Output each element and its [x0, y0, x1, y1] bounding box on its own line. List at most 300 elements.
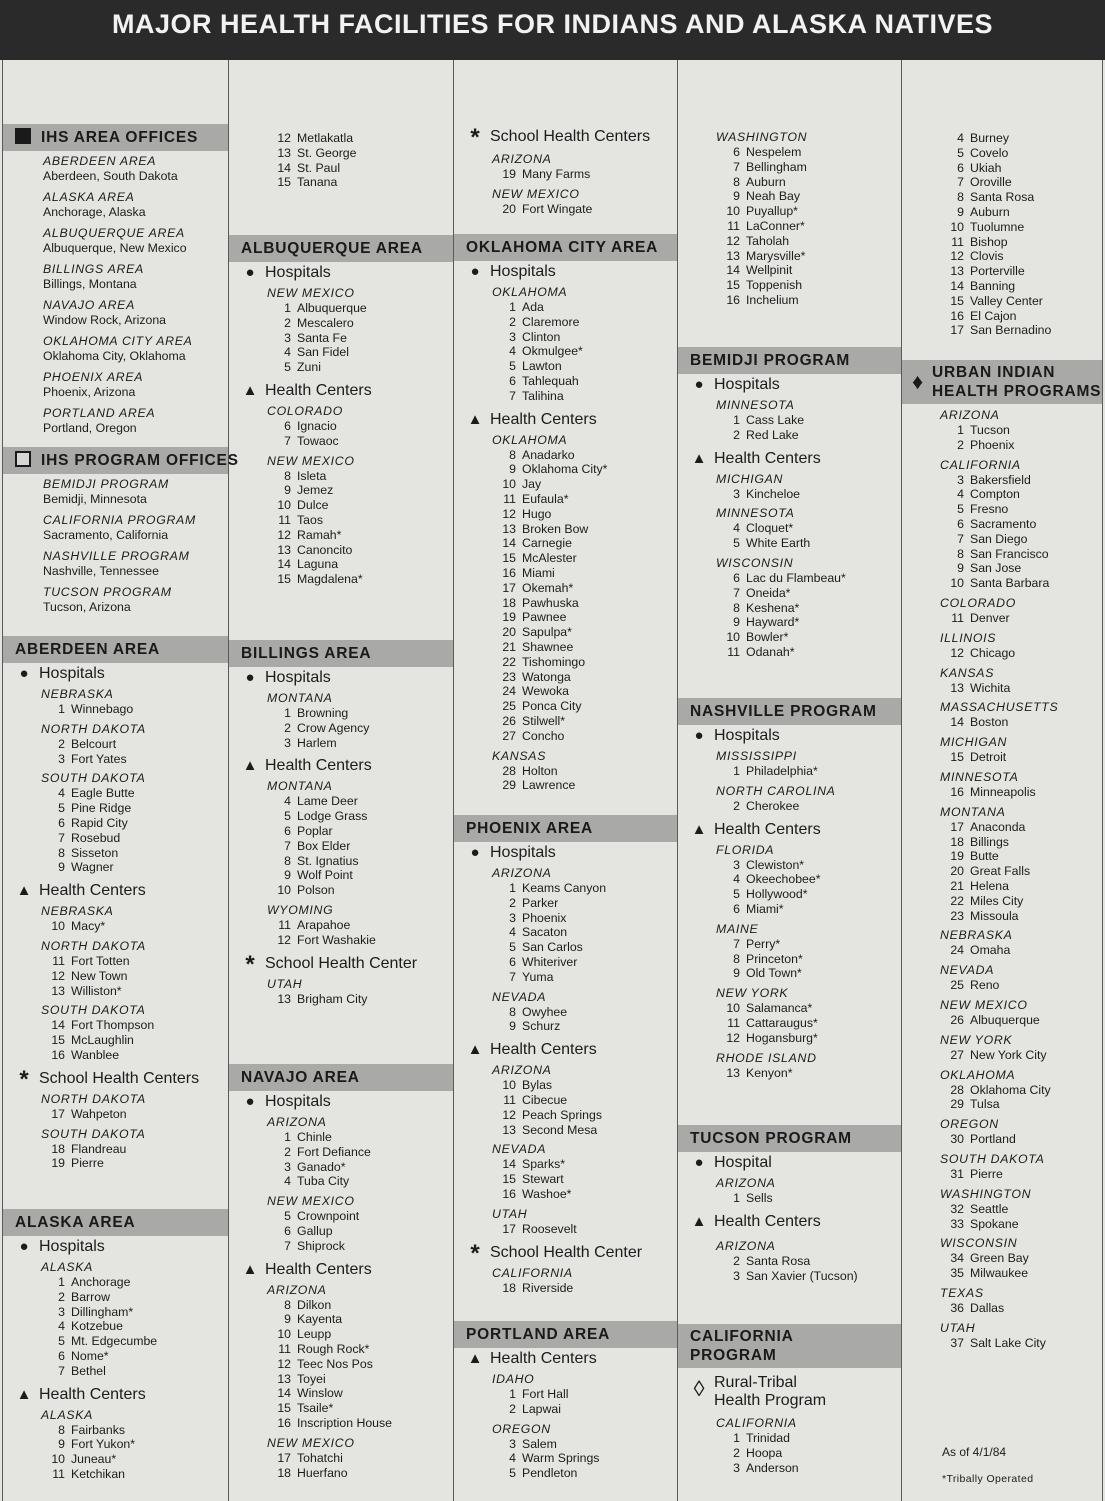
facility-item: 4 Lame Deer [284, 794, 358, 809]
ihs-area-offices [3, 124, 228, 436]
facility-item: 18 Pawhuska [502, 595, 579, 610]
facility-item: 14 Laguna [277, 557, 339, 572]
facility-item: 29 Lawrence [502, 778, 576, 793]
facility-list [678, 1066, 901, 1081]
facility-item: 2 Lapwai [509, 1401, 561, 1416]
facility-item: 29 Tulsa [950, 1097, 1000, 1112]
rural-tribal-subheading: ◊ Rural-Tribal Health Program [678, 1374, 901, 1410]
facility-item: 8 Princeton* [733, 951, 803, 966]
state-label: MISSISSIPPI [716, 749, 797, 763]
facility-list [229, 1209, 453, 1253]
facility-item: 4 Cloquet* [733, 521, 794, 536]
urban-indian-health-programs [902, 360, 1102, 1350]
facility-item: 6 Miami* [733, 901, 784, 916]
facility-item: 15 Stewart [502, 1172, 564, 1187]
facility-item: 16 Minneapolis [950, 784, 1036, 799]
school-health-centers-subheading: * School Health Centers [454, 126, 677, 148]
facility-item: 9 Jemez [284, 483, 334, 498]
facility-item: 18 Billings [950, 834, 1009, 849]
facility-list [678, 1001, 901, 1045]
facility-list [229, 1298, 453, 1431]
facility-item: 11 Rough Rock* [278, 1341, 370, 1356]
facility-item: 3 Ganado* [284, 1159, 346, 1174]
facility-item: 10 Polson [277, 883, 335, 898]
facility-item: 13 Wichita [950, 680, 1011, 695]
facility-item: 1 Sells [733, 1191, 773, 1205]
facility-item: 1 Chinle [284, 1130, 332, 1144]
state-label: WASHINGTON [940, 1186, 1032, 1201]
facility-item: 6 Nome* [58, 1348, 109, 1363]
facility-item: 9 Neah Bay [733, 189, 801, 204]
state-label: NEVADA [940, 963, 995, 978]
rural-diamond-icon: ◊ [693, 1376, 705, 1401]
california-program-continued [902, 131, 1102, 338]
state-label: ARIZONA [492, 1063, 552, 1078]
facility-item: 19 Many Farms [502, 167, 591, 181]
program-name: NASHVILLE PROGRAM [43, 549, 190, 563]
facility-list [454, 448, 677, 744]
facility-item: 6 Whiteriver [509, 954, 578, 969]
state-label: OREGON [940, 1117, 999, 1132]
facility-item: 21 Shawnee [502, 639, 574, 654]
facility-item: 5 Zuni [284, 360, 321, 375]
facility-item: 7 Rosebud [58, 830, 121, 845]
facility-item: 11 Cattaraugus* [727, 1015, 818, 1030]
state-label: IDAHO [492, 1372, 535, 1386]
state-label: MAINE [716, 921, 759, 936]
facility-item: 8 Auburn [733, 174, 786, 189]
program-location: Nashville, Tennessee [43, 564, 159, 578]
facility-list [454, 202, 677, 217]
facility-item: 17 Wahpeton [51, 1106, 127, 1121]
facility-list [454, 1437, 677, 1481]
state-label: NORTH DAKOTA [41, 1091, 146, 1106]
facility-item: 7 Talihina [509, 388, 564, 403]
facility-item: 1 Fort Hall [509, 1387, 569, 1401]
state-label: CALIFORNIA [492, 1265, 573, 1280]
facility-item: 11 LaConner* [727, 218, 805, 233]
section-header: ♦ URBAN INDIAN HEALTH PROGRAMS [902, 360, 1102, 404]
section-header: PHOENIX AREA [454, 815, 677, 842]
column-1 [2, 60, 239, 1501]
facility-list [678, 413, 901, 443]
state-label: NEW MEXICO [492, 186, 580, 201]
facility-item: 14 Winslow [277, 1386, 343, 1401]
facility-item: 24 Omaha [950, 943, 1011, 958]
facility-item: 2 Claremore [509, 314, 580, 329]
facility-item: 31 Pierre [950, 1166, 1003, 1181]
facility-item: 2 Belcourt [58, 736, 117, 751]
facility-item: 11 Bishop [951, 234, 1008, 249]
facility-item: 9 Oklahoma City* [509, 462, 608, 477]
hospitals-subheading: ● Hospitals [3, 1236, 228, 1258]
section-header: TUCSON PROGRAM [678, 1125, 901, 1152]
hospital-circle-icon: ● [245, 264, 255, 281]
health-center-triangle-icon: ▲ [467, 410, 483, 428]
section-header: PORTLAND AREA [454, 1321, 677, 1348]
facility-item: 4 Compton [957, 487, 1020, 502]
page-title: MAJOR HEALTH FACILITIES FOR INDIANS AND ALASKA NATIVES [0, 0, 1105, 60]
facility-item: 10 Bowler* [726, 630, 789, 645]
facility-item: 17 Okemah* [502, 580, 574, 595]
facility-item: 10 Jay [502, 477, 542, 492]
school-health-center-subheading: * School Health Center [454, 1242, 677, 1264]
facility-item: 10 Puyallup* [726, 204, 798, 219]
facility-item: 16 El Cajon [950, 308, 1017, 323]
facility-item: 5 Covelo [957, 145, 1009, 160]
state-label: MINNESOTA [716, 506, 795, 521]
facility-item: 8 Fairbanks [58, 1422, 125, 1437]
facility-item: 20 Fort Wingate [502, 201, 593, 216]
hospital-circle-icon: ● [245, 669, 255, 686]
facility-item: 14 Wellpinit [726, 263, 793, 278]
state-label: NEW MEXICO [267, 1435, 355, 1450]
facility-item: 10 Salamanca* [726, 1001, 813, 1016]
state-label: ARIZONA [716, 1238, 776, 1253]
health-center-triangle-icon: ▲ [467, 1350, 483, 1367]
section-header: ALBUQUERQUE AREA [229, 235, 453, 262]
facility-item: 10 Macy* [51, 919, 106, 934]
facility-item: 20 Great Falls [950, 864, 1031, 879]
health-centers-subheading: ▲ Health Centers [229, 755, 453, 777]
facility-item: 27 Concho [502, 728, 565, 743]
facility-item: 9 Schurz [509, 1019, 561, 1034]
program-location: Tucson, Arizona [43, 600, 131, 614]
facility-item: 1 Albuquerque [284, 301, 367, 315]
facility-item: 16 Inscription House [277, 1415, 393, 1430]
facility-item: 3 Clinton [509, 329, 561, 344]
facility-item: 3 San Xavier (Tucson) [733, 1268, 858, 1283]
california-program [678, 1324, 901, 1475]
facility-item: 8 St. Ignatius [284, 853, 359, 868]
facility-item: 3 Fort Yates [58, 751, 127, 766]
facility-list [454, 1222, 677, 1237]
hospital-circle-icon: ● [19, 665, 29, 682]
facility-item: 32 Seattle [950, 1201, 1009, 1216]
facility-item: 34 Green Bay [950, 1251, 1029, 1266]
facility-item: 12 Taholah [726, 233, 790, 248]
hospital-circle-icon: ● [694, 376, 704, 393]
facility-list [454, 1078, 677, 1137]
facility-item: 10 Santa Barbara [950, 576, 1050, 591]
school-asterisk-icon: * [470, 1239, 480, 1267]
area-location: Window Rock, Arizona [43, 313, 167, 327]
facility-list [454, 1281, 677, 1296]
state-label: CALIFORNIA [716, 1416, 797, 1430]
hospitals-subheading: ● Hospitals [229, 262, 453, 284]
section-header: BEMIDJI PROGRAM [678, 347, 901, 374]
state-label: ARIZONA [492, 152, 552, 166]
urban-program-list [902, 408, 1102, 1350]
facility-item: 4 Tuba City [284, 1174, 350, 1189]
state-label: ARIZONA [267, 1115, 327, 1129]
filled-square-icon [15, 128, 31, 144]
school-health-center-subheading: * School Health Center [229, 953, 453, 975]
facility-item: 2 Phoenix [957, 437, 1015, 452]
facility-item: 1 Ada [509, 300, 544, 314]
state-label: NEVADA [492, 989, 547, 1004]
health-centers-subheading: ▲ Health Centers [678, 1211, 901, 1233]
hospital-circle-icon: ● [470, 844, 480, 861]
area-location: Albuquerque, New Mexico [43, 241, 187, 255]
phoenix-area [454, 815, 677, 1295]
facility-item: 5 Lodge Grass [284, 809, 368, 824]
navajo-area [229, 1064, 453, 1480]
facility-item: 15 Detroit [950, 750, 1007, 765]
state-label: OREGON [492, 1421, 551, 1436]
portland-area-continued [678, 128, 901, 308]
facility-list [229, 794, 453, 898]
facility-item: 15 Toppenish [726, 278, 803, 293]
footnote: *Tribally Operated [942, 1473, 1034, 1485]
facility-item: 2 Mescalero [284, 315, 354, 330]
area-name: ALBUQUERQUE AREA [43, 226, 185, 240]
facility-list [229, 419, 453, 449]
state-label: NEW YORK [716, 986, 789, 1001]
facility-item: 2 Crow Agency [284, 720, 370, 735]
facility-item: 6 Lac du Flambeau* [733, 570, 846, 585]
state-label: KANSAS [492, 748, 547, 763]
health-centers-subheading: ▲ Health Centers [3, 880, 228, 902]
facility-item: 3 Salem [509, 1436, 557, 1451]
facility-item: 1 Keams Canyon [509, 881, 607, 895]
facility-item: 28 Oklahoma City [950, 1082, 1051, 1097]
facility-item: 2 Barrow [58, 1289, 110, 1304]
health-center-triangle-icon: ▲ [467, 1041, 483, 1059]
state-label: MINNESOTA [940, 769, 1019, 784]
state-label: SOUTH DAKOTA [41, 1126, 146, 1141]
facility-item: 3 Clewiston* [733, 857, 805, 872]
area-name: ABERDEEN AREA [43, 154, 157, 168]
state-label: MICHIGAN [940, 735, 1008, 750]
state-label: NEVADA [492, 1142, 547, 1157]
facility-item: 10 Juneau* [51, 1452, 117, 1467]
facility-item: 36 Dallas [950, 1300, 1005, 1315]
facility-item: 8 Keshena* [733, 600, 800, 615]
facility-item: 7 Towaoc [284, 433, 339, 448]
hospitals-subheading: ● Hospitals [229, 1091, 453, 1113]
facility-item: 13 Marysville* [726, 248, 806, 263]
facility-item: 19 Pawnee [502, 610, 567, 625]
facility-item: 6 Sacramento [957, 516, 1037, 531]
facility-item: 4 Eagle Butte [58, 786, 135, 801]
facility-item: 1 Winnebago [58, 702, 134, 716]
area-name: NAVAJO AREA [43, 298, 135, 312]
state-label: NEBRASKA [940, 928, 1013, 943]
facility-item: 3 Kincheloe [733, 486, 801, 501]
state-label: NEBRASKA [41, 904, 114, 919]
facility-item: 3 Anderson [733, 1460, 799, 1475]
facility-item: 5 Hollywood* [733, 887, 808, 902]
hospitals-subheading: ● Hospitals [454, 842, 677, 864]
facility-item: 4 Sacaton [509, 925, 568, 940]
facility-item: 9 Wolf Point [284, 868, 353, 883]
facility-item: 4 Okmulgee* [509, 344, 583, 359]
facility-item: 5 Pendleton [509, 1466, 578, 1481]
facility-item: 33 Spokane [950, 1216, 1019, 1231]
state-label: NEW YORK [940, 1032, 1013, 1047]
section-header: NAVAJO AREA [229, 1064, 453, 1091]
facility-item: 25 Reno [950, 978, 1000, 993]
facility-item: 16 Wanblee [51, 1047, 120, 1062]
facility-item: 15 Magdalena* [277, 572, 363, 587]
billings-area [229, 640, 453, 1006]
facility-item: 21 Helena [950, 878, 1009, 893]
school-health-centers-subheading: * School Health Centers [3, 1068, 228, 1090]
alaska-area-continued [229, 131, 453, 190]
facility-item: 2 Hoopa [733, 1445, 783, 1460]
school-health-centers [454, 126, 677, 217]
facility-item: 10 Bylas [502, 1078, 553, 1093]
facility-item: 12 Hugo [502, 506, 552, 521]
hospital-circle-icon: ● [694, 1154, 704, 1171]
program-name: BEMIDJI PROGRAM [43, 477, 169, 491]
facility-item: 12 New Town [51, 968, 128, 983]
hospital-circle-icon: ● [245, 1093, 255, 1110]
albuquerque-area [229, 235, 453, 587]
facility-item: 14 Fort Thompson [51, 1018, 155, 1033]
facility-item: 5 Fresno [957, 502, 1009, 517]
facility-item: 13 Canoncito [277, 542, 353, 557]
facility-list [229, 992, 453, 1007]
alaska-area [3, 1209, 228, 1482]
facility-item: 9 San Jose [957, 561, 1022, 576]
facility-list [229, 1130, 453, 1189]
program-name: TUCSON PROGRAM [43, 585, 172, 599]
facility-item: 30 Portland [950, 1132, 1016, 1147]
facility-item: 4 Kotzebue [58, 1319, 123, 1334]
facility-item: 15 McLaughlin [51, 1033, 134, 1048]
facility-item: 17 Tohatchi [277, 1450, 343, 1465]
facility-item: 15 McAlester [502, 551, 577, 566]
facility-item: 5 Pine Ridge [58, 801, 132, 816]
facility-item: 4 Burney [957, 131, 1009, 145]
facility-item: 26 Albuquerque [950, 1012, 1040, 1027]
facility-item: 11 Fort Totten [52, 953, 130, 968]
facility-item: 12 Hogansburg* [726, 1030, 818, 1045]
facility-list [678, 1431, 901, 1475]
health-center-triangle-icon: ▲ [16, 1385, 32, 1403]
facility-item: 17 Roosevelt [502, 1221, 577, 1236]
facility-item: 9 Old Town* [733, 966, 802, 981]
facility-item: 7 Perry* [733, 936, 781, 951]
facility-item: 9 Hayward* [733, 615, 800, 630]
facility-item: 18 Riverside [502, 1280, 574, 1295]
state-label: FLORIDA [716, 842, 775, 857]
facility-list [678, 1191, 901, 1206]
area-location: Aberdeen, South Dakota [43, 169, 178, 183]
hospitals-subheading: ● Hospitals [678, 374, 901, 396]
state-label: ALASKA [41, 1407, 94, 1422]
facility-list [454, 1387, 677, 1417]
facility-item: 8 Owyhee [509, 1004, 568, 1019]
area-name: OKLAHOMA CITY AREA [43, 334, 193, 348]
state-label: COLORADO [940, 595, 1016, 610]
facility-item: 5 San Carlos [509, 940, 583, 955]
health-center-triangle-icon: ▲ [242, 757, 258, 775]
state-label: SOUTH DAKOTA [41, 1003, 146, 1018]
state-label: WYOMING [267, 902, 334, 917]
state-label: ILLINOIS [940, 630, 997, 645]
facility-item: 12 Teec Nos Pos [277, 1356, 373, 1371]
state-label: MONTANA [940, 804, 1006, 819]
facility-item: 11 Cibecue [503, 1092, 568, 1107]
facility-list [678, 937, 901, 981]
facility-item: 12 Clovis [950, 249, 1004, 264]
area-location: Anchorage, Alaska [43, 205, 146, 219]
facility-item: 10 Dulce [277, 498, 329, 513]
facility-item: 26 Stilwell* [502, 713, 566, 728]
section-header: OKLAHOMA CITY AREA [454, 234, 677, 261]
facility-item: 9 Auburn [957, 204, 1010, 219]
facility-item: 6 Tahlequah [509, 373, 579, 388]
facility-item: 9 Wagner [58, 860, 114, 875]
facility-item: 5 Crownpoint [284, 1209, 360, 1224]
section-header: ABERDEEN AREA [3, 636, 228, 663]
facility-item: 13 Toyei [277, 1371, 326, 1386]
facility-list [454, 300, 677, 404]
state-label: TEXAS [940, 1285, 984, 1300]
facility-item: 27 New York City [950, 1047, 1047, 1062]
health-centers-subheading: ▲ Health Centers [229, 380, 453, 402]
program-location: Sacramento, California [43, 528, 169, 542]
facility-item: 8 Sisseton [58, 845, 119, 860]
facility-item: 17 San Bernadino [950, 323, 1052, 338]
facility-list [229, 301, 453, 375]
area-name: ALASKA AREA [43, 190, 135, 204]
facility-item: 14 Banning [950, 278, 1016, 293]
hospital-subheading: ● Hospital [678, 1152, 901, 1174]
facility-list [454, 764, 677, 794]
section-header: ALASKA AREA [3, 1209, 228, 1236]
area-name: BILLINGS AREA [43, 262, 144, 276]
facility-item: 15 Tsaile* [277, 1401, 334, 1416]
facility-item: 12 Peach Springs [502, 1107, 602, 1122]
facility-list [678, 571, 901, 660]
facility-item: 1 Browning [284, 706, 349, 720]
column-3 [454, 60, 678, 1501]
facility-item: 9 Fort Yukon* [58, 1437, 136, 1452]
state-label: MONTANA [267, 779, 333, 794]
facility-item: 6 Rapid City [58, 815, 128, 830]
facility-item: 22 Miles City [950, 893, 1024, 908]
facility-list [678, 764, 901, 779]
state-label: ALASKA [41, 1260, 94, 1274]
state-label: NORTH DAKOTA [41, 721, 146, 736]
facility-item: 2 Fort Defiance [284, 1144, 371, 1159]
facility-item: 24 Wewoka [502, 684, 569, 699]
column-4 [678, 60, 902, 1501]
state-label: RHODE ISLAND [716, 1050, 817, 1065]
section-header: IHS AREA OFFICES [3, 124, 228, 151]
facility-item: 9 Kayenta [284, 1312, 343, 1327]
facility-item: 13 Second Mesa [502, 1122, 598, 1137]
oklahoma-city-area [454, 234, 677, 793]
facility-item: 4 Warm Springs [509, 1451, 600, 1466]
health-centers-subheading: ▲ Health Centers [3, 1384, 228, 1406]
aberdeen-area [3, 636, 228, 1171]
health-centers-subheading: ▲ Health Centers [454, 1348, 677, 1370]
facility-item: 3 Harlem [284, 735, 337, 750]
health-centers-subheading: ▲ Health Centers [229, 1259, 453, 1281]
hospitals-subheading: ● Hospitals [3, 663, 228, 685]
facility-item: 14 Carnegie [502, 536, 572, 551]
facility-item: 5 White Earth [733, 536, 811, 551]
state-label: MASSACHUSETTS [940, 700, 1059, 715]
facility-item: 13 Broken Bow [502, 521, 589, 536]
program-name: CALIFORNIA PROGRAM [43, 513, 196, 527]
facility-item: 6 Nespelem [733, 145, 802, 159]
